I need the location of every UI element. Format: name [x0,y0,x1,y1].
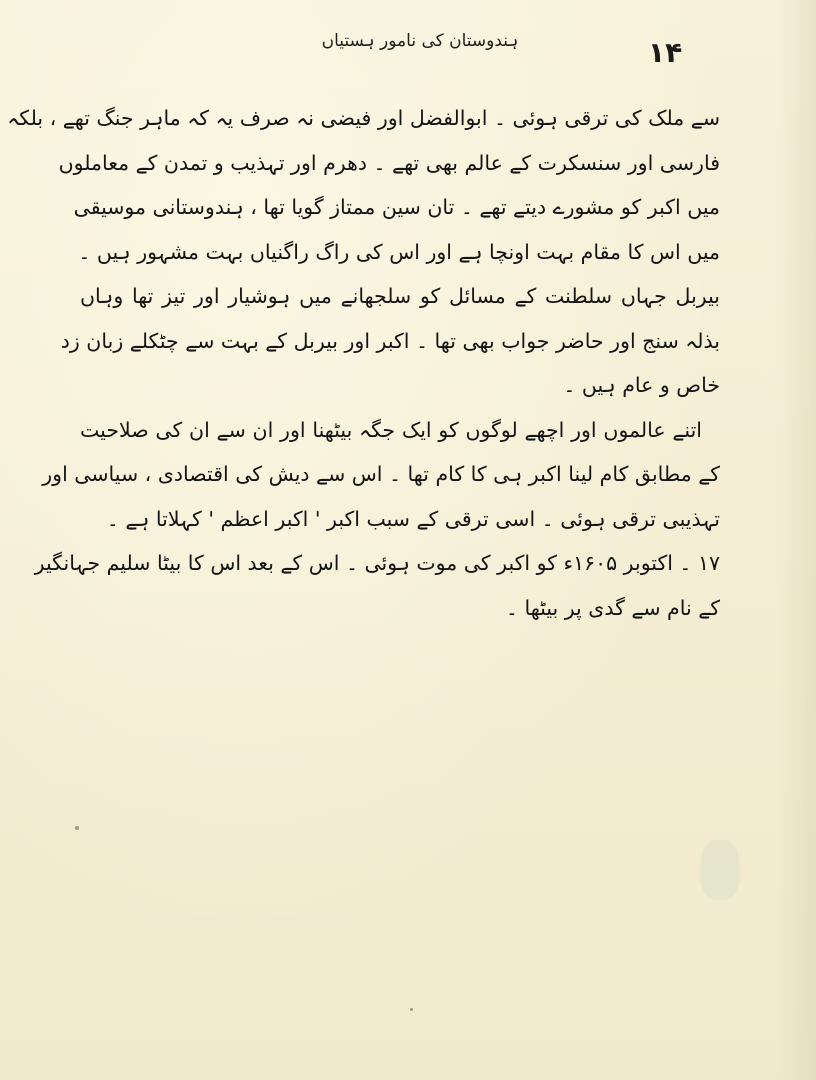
text-line: خاص و عام ہیں ۔ [563,373,720,397]
speck [75,826,79,830]
page-edge-shadow [776,0,816,1080]
body-text [7,96,720,630]
speck [410,1008,413,1011]
text-line: میں اکبر کو مشورے دیتے تھے ۔ تان سین ممتاز گویا تھا ، ہندوستانی موسیقی [73,195,720,219]
text-line: ۱۷ ۔ اکتوبر ۱۶۰۵ء کو اکبر کی موت ہوئی ۔ اس کے بعد اس کا بیٹا سلیم جہانگیر [34,551,720,575]
text-line: بیربل جہاں سلطنت کے مسائل کو سلجھانے میں ہوشیار اور تیز تھا وہاں [80,284,720,308]
text-line: کے مطابق کام لینا اکبر ہی کا کام تھا ۔ اس سے دیش کی اقتصادی ، سیاسی اور [42,462,720,486]
page-number: ۱۴ [648,36,683,69]
text-line: میں اس کا مقام بہت اونچا ہے اور اس کی راگ راگنیاں بہت مشہور ہیں ۔ [78,239,720,264]
text-line: تہذیبی ترقی ہوئی ۔ اسی ترقی کے سبب اکبر ' اکبر اعظم ' کہلاتا ہے ۔ [106,506,720,531]
paper-stain [700,840,740,900]
text-line: کے نام سے گدی پر بیٹھا ۔ [505,595,720,620]
text-line: سے ملک کی ترقی ہوئی ۔ ابوالفضل اور فیضی نہ صرف یہ کہ ماہر جنگ تھے ، بلکہ [7,106,720,130]
running-head: ہندوستان کی نامور ہستیاں [321,31,519,51]
text-line: بذلہ سنج اور حاضر جواب بھی تھا ۔ اکبر اور بیربل کے بہت سے چٹکلے زبان زد [60,328,720,353]
text-line: فارسی اور سنسکرت کے عالم بھی تھے ۔ دھرم اور تہذیب و تمدن کے معاملوں [58,150,720,175]
text-line: اتنے عالموں اور اچھے لوگوں کو ایک جگہ بیٹھنا اور ان سے ان کی صلاحیت [80,417,702,442]
